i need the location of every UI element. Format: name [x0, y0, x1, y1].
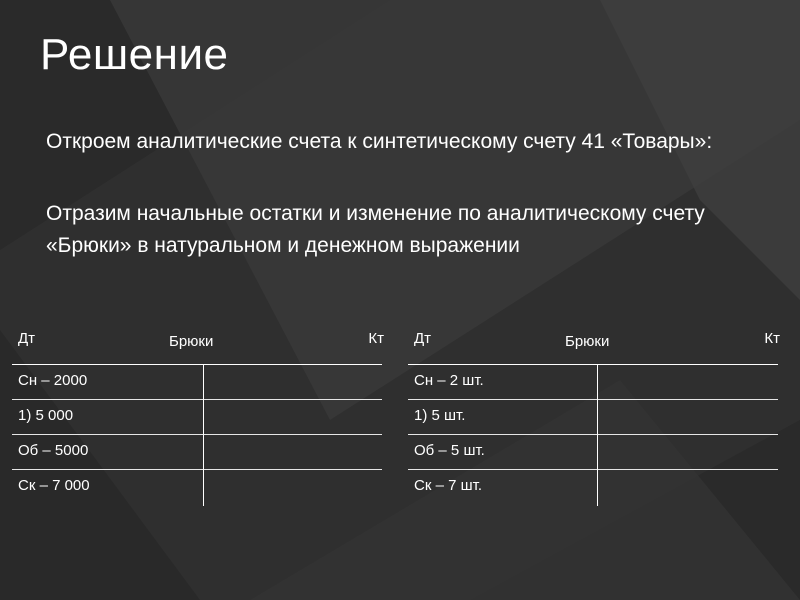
- t-account-header: [408, 320, 778, 364]
- t-account-money: [12, 320, 382, 504]
- slide-title: Решение: [40, 30, 229, 79]
- paragraph-open-accounts: Откроем аналитические счета к синтетическому счету 41 «Товары»:: [46, 130, 713, 153]
- row-closing-balance: Ск – 7 шт.: [414, 477, 482, 494]
- row-operation-1: 1) 5 шт.: [414, 407, 466, 424]
- table-row: [12, 399, 382, 434]
- t-account-quantity: [408, 320, 778, 504]
- row-opening-balance: Сн – 2 шт.: [414, 372, 484, 389]
- t-account-divider: [203, 364, 204, 506]
- t-account-body: [12, 364, 382, 504]
- table-row: [408, 364, 778, 399]
- account-name: Брюки: [169, 333, 214, 350]
- debit-label: Дт: [18, 330, 36, 347]
- table-row: [12, 469, 382, 504]
- paragraph-reflect-balances: Отразим начальные остатки и изменение по аналитическому счету «Брюки» в натуральном и денежном выражении: [46, 202, 705, 257]
- row-turnover: Об – 5000: [18, 442, 89, 459]
- table-row: [408, 469, 778, 504]
- row-turnover: Об – 5 шт.: [414, 442, 485, 459]
- t-account-body: [408, 364, 778, 504]
- account-name: Брюки: [565, 333, 610, 350]
- t-account-divider: [597, 364, 598, 506]
- table-row: [12, 364, 382, 399]
- row-opening-balance: Сн – 2000: [18, 372, 88, 389]
- credit-label: Кт: [764, 330, 780, 347]
- t-account-header: [12, 320, 382, 364]
- row-closing-balance: Ск – 7 000: [18, 477, 90, 494]
- row-operation-1: 1) 5 000: [18, 407, 74, 424]
- table-row: [408, 434, 778, 469]
- debit-label: Дт: [414, 330, 432, 347]
- credit-label: Кт: [368, 330, 384, 347]
- table-row: [12, 434, 382, 469]
- table-row: [408, 399, 778, 434]
